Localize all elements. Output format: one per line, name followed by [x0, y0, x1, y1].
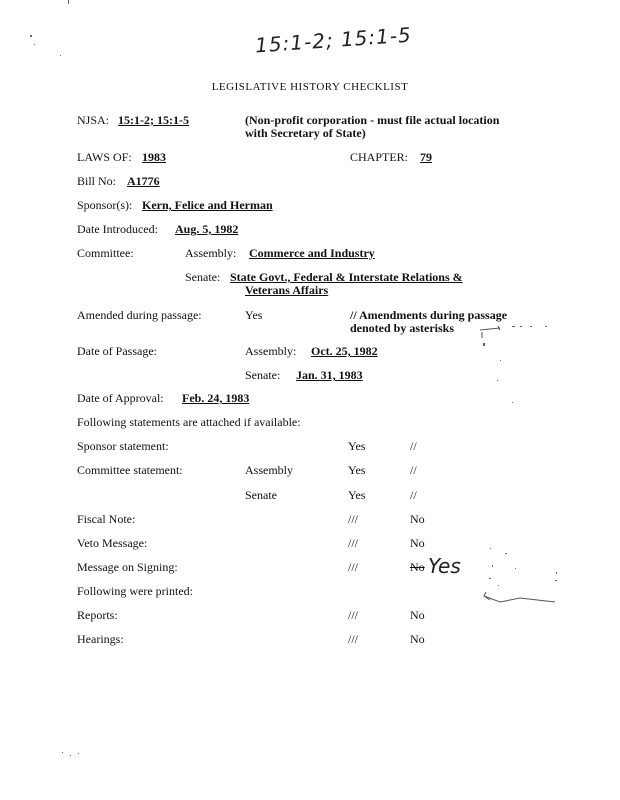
- sponsor-statement-value: Yes: [348, 439, 366, 453]
- sponsor-statement-mark: //: [410, 439, 417, 453]
- fiscal-note-mark: ///: [348, 512, 359, 526]
- approval-value: Feb. 24, 1983: [182, 391, 250, 405]
- committee-statement-senate-label: Senate: [245, 488, 277, 502]
- fiscal-note-label: Fiscal Note:: [77, 512, 136, 526]
- introduced-label: Date Introduced:: [77, 222, 158, 236]
- signing-message-mark: ///: [348, 560, 359, 574]
- approval-label: Date of Approval:: [77, 391, 164, 405]
- reports-label: Reports:: [77, 608, 118, 622]
- hearings-mark: ///: [348, 632, 359, 646]
- signing-message-struck-value: No: [410, 560, 425, 574]
- amended-label: Amended during passage:: [77, 308, 202, 322]
- committee-statement-assembly-label: Assembly: [245, 463, 293, 477]
- njsa-note-line2: with Secretary of State): [245, 126, 366, 140]
- committee-assembly-value: Commerce and Industry: [249, 246, 375, 260]
- njsa-label: NJSA:: [77, 113, 110, 127]
- njsa-value: 15:1-2; 15:1-5: [118, 113, 189, 127]
- scan-mark-arrow: [484, 596, 555, 602]
- committee-assembly-label: Assembly:: [185, 246, 237, 260]
- chapter-label: CHAPTER:: [350, 150, 409, 164]
- reports-value: No: [410, 608, 425, 622]
- sponsors-value: Kern, Felice and Herman: [142, 198, 273, 212]
- veto-message-mark: ///: [348, 536, 359, 550]
- amended-note-line1: // Amendments during passage: [350, 308, 508, 322]
- bill-label: Bill No:: [77, 174, 117, 188]
- committee-senate-line2: Veterans Affairs: [245, 283, 329, 297]
- bill-value: A1776: [127, 174, 160, 188]
- statements-heading: Following statements are attached if available:: [77, 415, 301, 429]
- committee-statement-assembly-mark: //: [410, 463, 417, 477]
- committee-senate-label: Senate:: [185, 270, 221, 284]
- njsa-note-line1: (Non-profit corporation - must file actual location: [245, 113, 500, 127]
- veto-message-value: No: [410, 536, 425, 550]
- committee-statement-label: Committee statement:: [77, 463, 183, 477]
- passage-senate-value: Jan. 31, 1983: [296, 368, 363, 382]
- hearings-label: Hearings:: [77, 632, 124, 646]
- handwritten-header: 15:1-2; 15:1-5: [254, 22, 413, 58]
- sponsors-label: Sponsor(s):: [77, 198, 133, 212]
- introduced-value: Aug. 5, 1982: [175, 222, 239, 236]
- committee-statement-senate-mark: //: [410, 488, 417, 502]
- amended-value: Yes: [245, 308, 263, 322]
- chapter-value: 79: [420, 150, 432, 164]
- passage-senate-label: Senate:: [245, 368, 281, 382]
- signing-message-handwritten-value: Yes: [428, 554, 461, 578]
- passage-assembly-value: Oct. 25, 1982: [311, 344, 378, 358]
- committee-statement-senate-value: Yes: [348, 488, 366, 502]
- fiscal-note-value: No: [410, 512, 425, 526]
- committee-label: Committee:: [77, 246, 134, 260]
- printed-heading: Following were printed:: [77, 584, 193, 598]
- page-title: LEGISLATIVE HISTORY CHECKLIST: [211, 81, 409, 93]
- laws-value: 1983: [142, 150, 166, 164]
- passage-assembly-label: Assembly:: [245, 344, 297, 358]
- veto-message-label: Veto Message:: [77, 536, 148, 550]
- laws-label: LAWS OF:: [77, 150, 132, 164]
- passage-label: Date of Passage:: [77, 344, 157, 358]
- signing-message-label: Message on Signing:: [77, 560, 178, 574]
- amended-note-line2: denoted by asterisks: [350, 321, 455, 335]
- hearings-value: No: [410, 632, 425, 646]
- committee-statement-assembly-value: Yes: [348, 463, 366, 477]
- reports-mark: ///: [348, 608, 359, 622]
- scan-mark-corner: [480, 326, 500, 330]
- sponsor-statement-label: Sponsor statement:: [77, 439, 169, 453]
- committee-senate-line1: State Govt., Federal & Interstate Relations &: [230, 270, 463, 284]
